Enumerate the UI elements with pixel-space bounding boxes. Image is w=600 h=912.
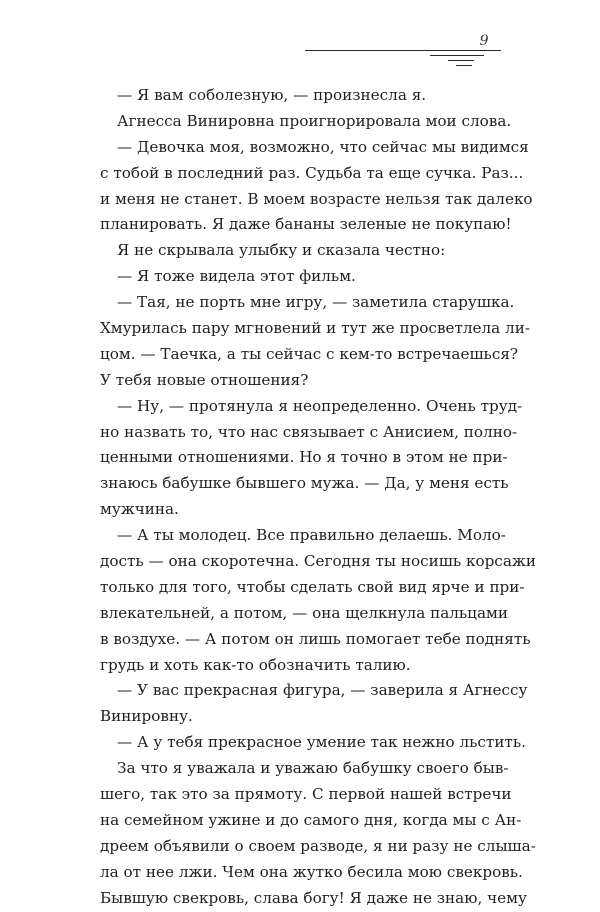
text-line: Я не скрывала улыбку и сказала честно:	[117, 241, 446, 260]
text-line: с тобой в последний раз. Судьба та еще сучка. Раз...	[100, 163, 524, 182]
text-line: — Я вам соболезную, — произнесла я.	[117, 86, 427, 104]
text-line: в воздухе. — А потом он лишь помогает тебе поднять	[100, 629, 531, 648]
text-line: — Девочка моя, возможно, что сейчас мы видимся	[117, 137, 529, 156]
text-line: За что я уважала и уважаю бабушку своего быв-	[117, 759, 509, 778]
text-line: Винировну.	[100, 707, 193, 726]
text-line: планировать. Я даже бананы зеленые не покупаю!	[100, 215, 512, 234]
text-line: — А у тебя прекрасное умение так нежно льстить.	[117, 733, 526, 752]
text-line: и меня не станет. В моем возрасте нельзя так далеко	[100, 189, 533, 208]
text-line: шего, так это за прямоту. С первой нашей встречи	[100, 785, 512, 804]
text-line: — Я тоже видела этот фильм.	[117, 267, 356, 286]
text-line: Агнесса Винировна проигнорировала мои слова.	[117, 111, 512, 130]
text-line: но назвать то, что нас связывает с Анисием, полно-	[100, 422, 518, 441]
text-line: цом. — Таечка, а ты сейчас с кем-то встречаешься?	[100, 344, 519, 363]
header-rule-shorter	[448, 60, 474, 61]
body-text	[100, 83, 536, 912]
text-line: — У вас прекрасная фигура, — заверила я Агнессу	[117, 681, 528, 700]
text-line: влекательней, а потом, — она щелкнула пальцами	[100, 603, 508, 622]
header-rule	[305, 50, 501, 51]
page-number: 9	[479, 33, 489, 49]
header-rule-shortest	[456, 65, 472, 66]
text-line: Хмурилась пару мгновений и тут же просветлела ли-	[100, 319, 530, 338]
text-line: грудь и хоть как-то обозначить талию.	[100, 655, 411, 674]
text-line: — Тая, не порть мне игру, — заметила старушка.	[117, 293, 515, 312]
text-line: Бывшую свекровь, слава богу! Я даже не знаю, чему	[100, 888, 527, 907]
header-rule-short	[430, 55, 484, 56]
text-line: — Ну, — протянула я неопределенно. Очень труд-	[117, 396, 523, 415]
text-line: мужчина.	[100, 500, 179, 519]
text-line: — А ты молодец. Все правильно делаешь. Моло-	[117, 526, 506, 545]
text-line: дреем объявили о своем разводе, я ни разу не слыша-	[100, 836, 536, 855]
text-line: ценными отношениями. Но я точно в этом не при-	[100, 448, 508, 467]
text-line: дость — она скоротечна. Сегодня ты носишь корсажи	[100, 552, 536, 571]
text-line: У тебя новые отношения?	[100, 370, 309, 389]
text-line: на семейном ужине и до самого дня, когда мы с Ан-	[100, 810, 522, 829]
text-line: знаюсь бабушке бывшего мужа. — Да, у меня есть	[100, 474, 509, 493]
text-line: ла от нее лжи. Чем она жутко бесила мою свекровь.	[100, 862, 523, 881]
text-line: только для того, чтобы сделать свой вид ярче и при-	[100, 577, 525, 596]
